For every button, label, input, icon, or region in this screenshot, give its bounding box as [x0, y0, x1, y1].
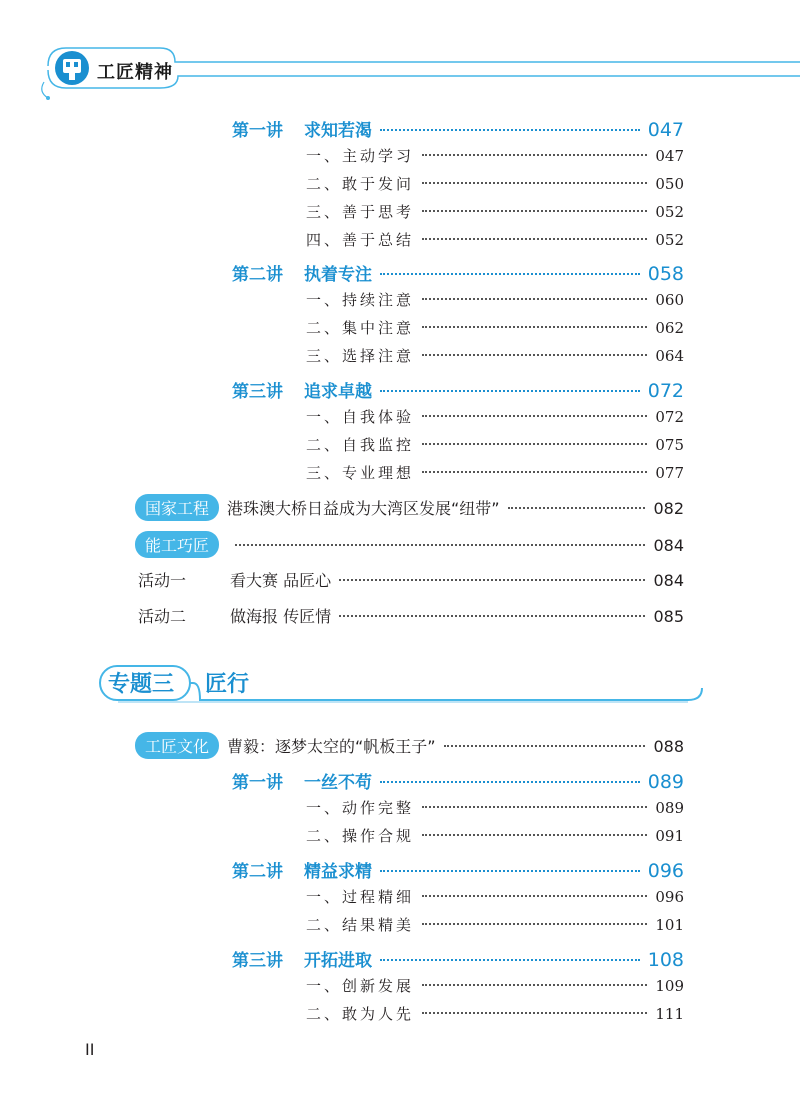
dot-leader	[422, 834, 647, 836]
dot-leader	[422, 923, 647, 925]
toc-culture[interactable]	[135, 732, 684, 759]
dot-leader	[339, 615, 645, 617]
subsection-title: 二、操作合规	[306, 827, 415, 845]
page-ref: 052	[655, 231, 684, 249]
page-ref: 109	[655, 977, 684, 995]
subsection-title: 二、集中注意	[306, 319, 415, 337]
hand-tool-icon	[55, 51, 89, 85]
section-title: 匠行	[205, 672, 250, 697]
dot-leader	[422, 443, 647, 445]
dot-leader	[422, 895, 647, 897]
culture-page: 088	[653, 737, 684, 756]
page-ref: 091	[655, 827, 684, 845]
skilled-badge: 能工巧匠	[135, 531, 219, 558]
lecture-number: 第一讲	[232, 773, 283, 793]
toc-subsection[interactable]	[306, 173, 684, 194]
activity-page: 085	[653, 607, 684, 626]
dot-leader	[422, 1012, 647, 1014]
section-header	[98, 664, 708, 704]
lecture-number: 第三讲	[232, 382, 283, 402]
subsection-title: 二、敢为人先	[306, 1005, 415, 1023]
activity-page: 084	[653, 571, 684, 590]
page-ref: 077	[655, 464, 684, 482]
national-project-page: 082	[653, 499, 684, 518]
toc-subsection[interactable]	[306, 1003, 684, 1024]
page-ref: 064	[655, 347, 684, 365]
toc-lecture[interactable]	[232, 946, 684, 971]
toc-lecture[interactable]	[232, 377, 684, 402]
lecture-title: 求知若渴	[304, 121, 372, 141]
dot-leader	[422, 471, 647, 473]
toc-subsection[interactable]	[306, 975, 684, 996]
toc-subsection[interactable]	[306, 145, 684, 166]
page-ref: 052	[655, 203, 684, 221]
dot-leader	[422, 298, 647, 300]
dot-leader	[422, 415, 647, 417]
toc-subsection[interactable]	[306, 406, 684, 427]
page-ref: 089	[655, 799, 684, 817]
toc-national-project[interactable]	[135, 494, 684, 521]
page-ref: 072	[647, 380, 684, 402]
subsection-title: 三、选择注意	[306, 347, 415, 365]
dot-leader	[444, 745, 646, 747]
toc-subsection[interactable]	[306, 434, 684, 455]
header-title: 工匠精神	[97, 62, 173, 83]
toc-subsection[interactable]	[306, 797, 684, 818]
dot-leader	[422, 238, 647, 240]
page-ref: 096	[655, 888, 684, 906]
toc-subsection[interactable]	[306, 229, 684, 250]
toc-lecture[interactable]	[232, 116, 684, 141]
toc-lecture[interactable]	[232, 768, 684, 793]
lecture-number: 第二讲	[232, 265, 283, 285]
page-ref: 058	[647, 263, 684, 285]
page-ref: 050	[655, 175, 684, 193]
dot-leader	[422, 806, 647, 808]
toc-lecture[interactable]	[232, 260, 684, 285]
dot-leader	[380, 273, 640, 275]
dot-leader	[235, 544, 645, 546]
dot-leader	[339, 579, 645, 581]
subsection-title: 三、专业理想	[306, 464, 415, 482]
toc-activity-1[interactable]	[138, 568, 684, 591]
subsection-title: 一、持续注意	[306, 291, 415, 309]
toc-subsection[interactable]	[306, 289, 684, 310]
national-project-title: 港珠澳大桥日益成为大湾区发展“纽带”	[227, 499, 500, 518]
activity-title: 看大赛 品匠心	[230, 571, 332, 590]
activity-title: 做海报 传匠情	[230, 607, 332, 626]
toc-subsection[interactable]	[306, 914, 684, 935]
dot-leader	[422, 154, 647, 156]
culture-title: 曹毅：逐梦太空的“帆板王子”	[227, 737, 436, 756]
subsection-title: 二、敢于发问	[306, 175, 415, 193]
page-ref: 111	[655, 1005, 684, 1023]
lecture-number: 第三讲	[232, 951, 283, 971]
subsection-title: 四、善于总结	[306, 231, 415, 249]
page-ref: 060	[655, 291, 684, 309]
page-ref: 075	[655, 436, 684, 454]
page-header	[0, 0, 800, 110]
subsection-title: 三、善于思考	[306, 203, 415, 221]
toc-subsection[interactable]	[306, 462, 684, 483]
lecture-number: 第二讲	[232, 862, 283, 882]
dot-leader	[422, 326, 647, 328]
dot-leader	[508, 507, 646, 509]
activity-name: 活动一	[138, 571, 187, 590]
dot-leader	[380, 781, 640, 783]
dot-leader	[380, 129, 640, 131]
page-ref: 072	[655, 408, 684, 426]
national-project-badge: 国家工程	[135, 494, 219, 521]
dot-leader	[422, 182, 647, 184]
lecture-title: 一丝不苟	[304, 773, 372, 793]
toc-lecture[interactable]	[232, 857, 684, 882]
subsection-title: 二、自我监控	[306, 436, 415, 454]
toc-skilled[interactable]	[135, 531, 684, 558]
subsection-title: 一、自我体验	[306, 408, 415, 426]
lecture-title: 开拓进取	[304, 951, 372, 971]
toc-subsection[interactable]	[306, 825, 684, 846]
toc-subsection[interactable]	[306, 201, 684, 222]
page-ref: 089	[647, 771, 684, 793]
subsection-title: 一、主动学习	[306, 147, 415, 165]
lecture-title: 精益求精	[304, 862, 372, 882]
dot-leader	[422, 210, 647, 212]
dot-leader	[422, 354, 647, 356]
page-ref: 047	[647, 119, 684, 141]
lecture-title: 追求卓越	[304, 382, 372, 402]
lecture-number: 第一讲	[232, 121, 283, 141]
section-label: 专题三	[108, 672, 175, 697]
dot-leader	[380, 870, 640, 872]
page-ref: 108	[647, 949, 684, 971]
activity-name: 活动二	[138, 607, 187, 626]
page-number: II	[85, 1040, 95, 1059]
subsection-title: 一、创新发展	[306, 977, 415, 995]
toc-subsection[interactable]	[306, 886, 684, 907]
dot-leader	[422, 984, 647, 986]
toc-subsection[interactable]	[306, 345, 684, 366]
culture-badge: 工匠文化	[135, 732, 219, 759]
page-ref: 096	[647, 860, 684, 882]
subsection-title: 一、过程精细	[306, 888, 415, 906]
lecture-title: 执着专注	[304, 265, 372, 285]
section-frame	[98, 664, 708, 704]
dot-leader	[380, 390, 640, 392]
page-ref: 101	[655, 916, 684, 934]
header-decoration	[0, 0, 800, 110]
page-ref: 047	[655, 147, 684, 165]
toc-subsection[interactable]	[306, 317, 684, 338]
toc-activity-2[interactable]	[138, 604, 684, 627]
page-ref: 062	[655, 319, 684, 337]
subsection-title: 二、结果精美	[306, 916, 415, 934]
dot-leader	[380, 959, 640, 961]
subsection-title: 一、动作完整	[306, 799, 415, 817]
skilled-page: 084	[653, 536, 684, 555]
